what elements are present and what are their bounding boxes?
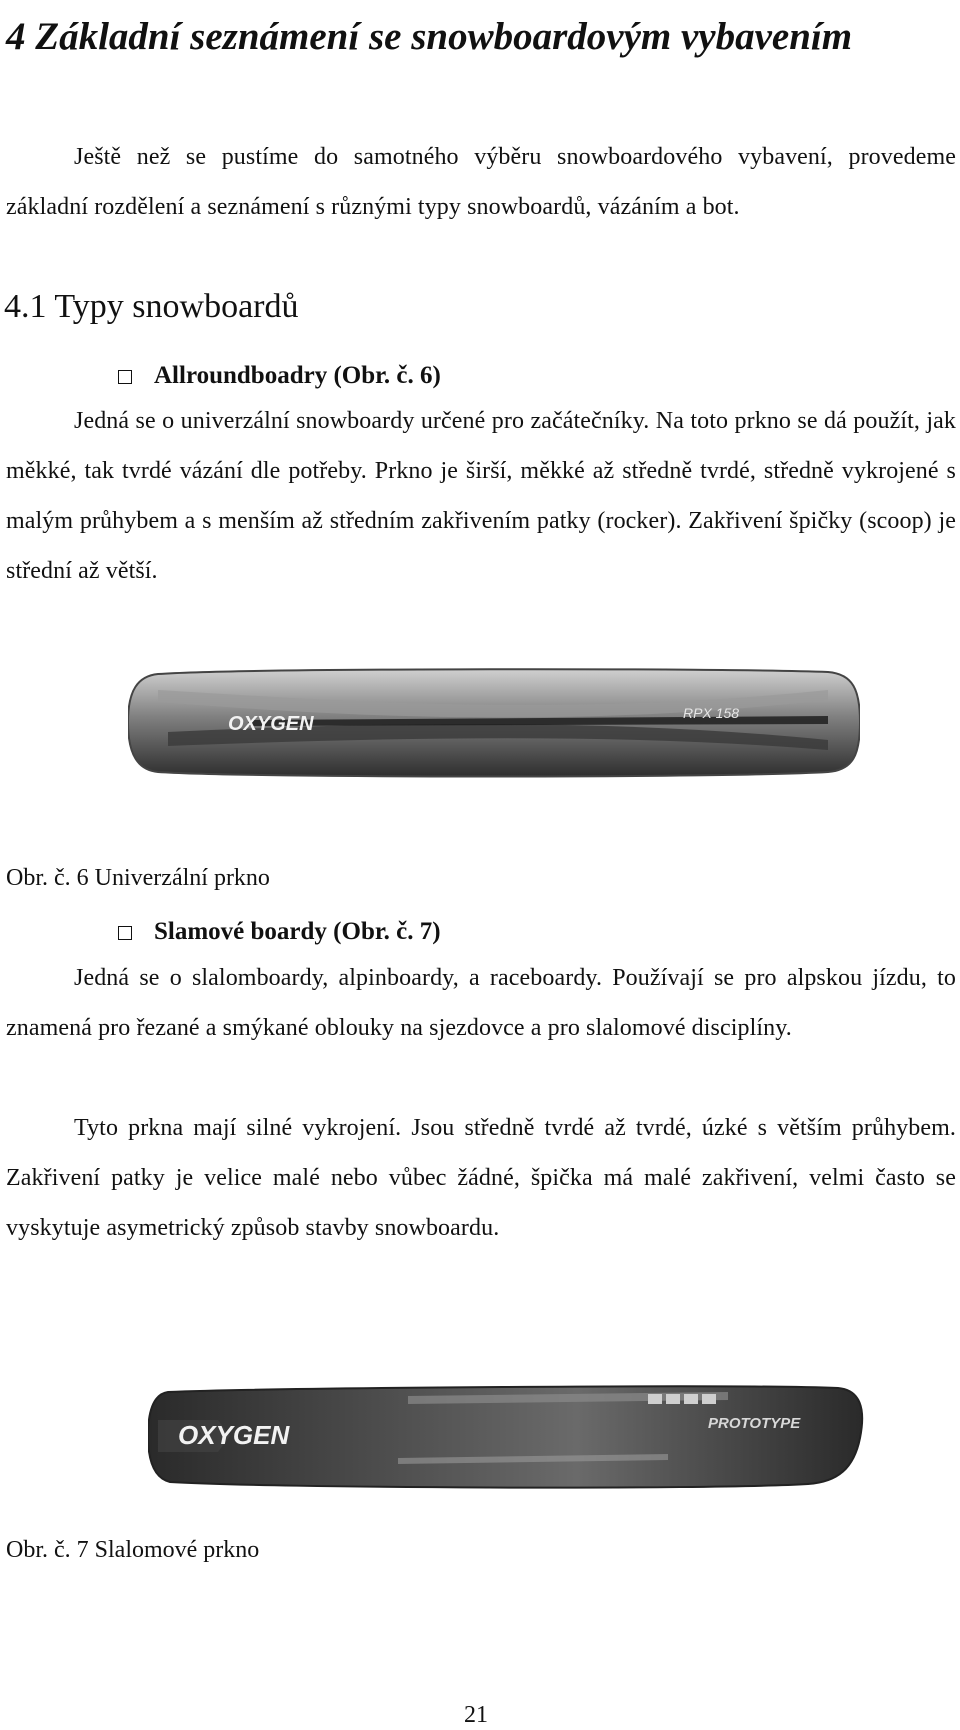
slalom-paragraph-1: Jedná se o slalomboardy, alpinboardy, a raceboardy. Používají se pro alpskou jízdu, to znamená pro řezané a smýkané oblouky na sjezdovce a pro slalomové disciplíny.	[6, 965, 956, 1041]
slalom-model-text: PROTOTYPE	[708, 1415, 801, 1432]
allround-heading-text: Allroundboadry (Obr. č. 6)	[154, 362, 441, 389]
page-number: 21	[464, 1702, 488, 1728]
allround-heading	[118, 356, 441, 396]
checkbox-bullet-icon	[118, 370, 132, 384]
figure-7-caption: Obr. č. 7 Slalomové prkno	[6, 1537, 260, 1563]
allround-paragraph: Jedná se o univerzální snowboardy určené pro začátečníky. Na toto prkno se dá použít, jak měkké, tak tvrdé vázání dle potřeby. Prkno je širší, měkké až středně tvrdé, středně vykrojené s malým průhybem a s menším až středním zakřivením patky (rocker). Zakřivení špičky (scoop) je střední až větší.	[6, 408, 956, 584]
section-title: 4.1 Typy snowboardů	[4, 288, 299, 325]
allround-model-text: RPX 158	[683, 705, 740, 721]
checkbox-bullet-icon	[118, 926, 132, 940]
slalom-snowboard-image	[148, 1378, 866, 1492]
slalom-paragraph-2: Tyto prkna mají silné vykrojení. Jsou středně tvrdé až tvrdé, úzké s větším průhybem. Zakřivení patky je velice malé nebo vůbec žádné, špička má malé zakřivení, velmi často se vyskytuje asymetrický způsob stavby snowboardu.	[6, 1115, 956, 1241]
allround-snowboard-image	[128, 660, 860, 785]
figure-6-caption: Obr. č. 6 Univerzální prkno	[6, 865, 270, 891]
slalom-heading	[118, 912, 441, 952]
intro-paragraph: Ještě než se pustíme do samotného výběru snowboardového vybavení, provedeme základní rozdělení a seznámení s různými typy snowboardů, vázáním a bot.	[6, 144, 956, 220]
slalom-logo-text: OXYGEN	[178, 1420, 290, 1450]
allround-logo-text: OXYGEN	[228, 713, 314, 735]
chapter-title: 4 Základní seznámení se snowboardovým vybavením	[6, 15, 853, 58]
slalom-heading-text: Slamové boardy (Obr. č. 7)	[154, 918, 441, 945]
